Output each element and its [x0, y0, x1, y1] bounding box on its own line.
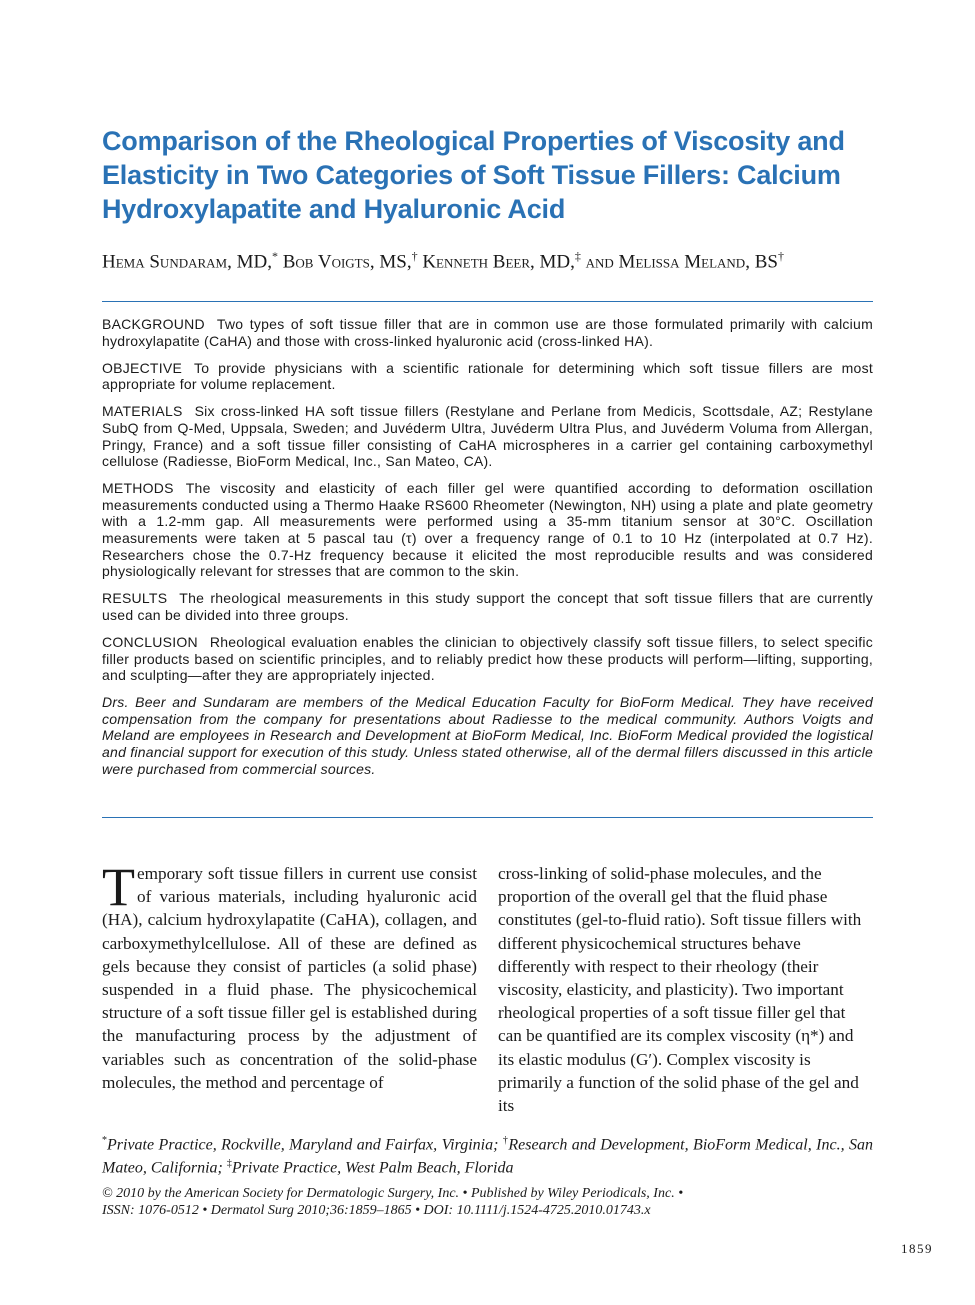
body-text	[102, 857, 873, 1117]
abstract-heading: RESULTS	[102, 590, 168, 607]
abstract-top-rule	[102, 301, 873, 302]
abstract-heading: OBJECTIVE	[102, 359, 183, 376]
abstract-text: Six cross-linked HA soft tissue fillers (Restylane and Perlane from Medicis, Scottsdale, AZ; Restylane SubQ from Q-Med, Uppsala, Sweden; and Juvéderm Ultra, Juvéderm Ultra Plus, and Juvéderm Voluma from Allergan, Pringy, France) and a soft tissue filler consisting of CaHA microspheres in a carrier gel containing carboxymethyl cellulose (Radiesse, BioForm Medical, Inc., San Mateo, CA).	[102, 403, 873, 470]
abstract-section	[102, 316, 873, 349]
author-affiliations	[102, 1131, 873, 1178]
body-paragraph	[102, 857, 477, 1094]
abstract-heading: MATERIALS	[102, 403, 183, 420]
author-mark: †	[777, 249, 784, 263]
abstract-text: Two types of soft tissue filler that are in common use are those formulated primarily with calcium hydroxylapatite (CaHA) and those with cross-linked hyaluronic acid (cross-linked HA).	[102, 316, 873, 349]
author-mark: *	[271, 249, 278, 263]
author-name: Kenneth Beer, MD,	[422, 251, 575, 273]
abstract-section	[102, 360, 873, 393]
author-name: and Melissa Meland, BS	[585, 251, 778, 273]
affiliation-mark: *	[102, 1135, 107, 1146]
citation-line: ISSN: 1076-0512 • Dermatol Surg 2010;36:1859–1865 • DOI: 10.1111/j.1524-4725.2010.01743.x	[102, 1202, 651, 1218]
copyright-notice	[102, 1186, 873, 1219]
body-column-left	[102, 857, 477, 1117]
abstract-section	[102, 634, 873, 684]
abstract-heading: BACKGROUND	[102, 316, 205, 332]
affiliation-mark: ‡	[226, 1158, 232, 1170]
title-line: Elasticity in Two Categories of Soft Tissue Fillers: Calcium	[102, 160, 841, 190]
title-line: Comparison of the Rheological Properties of Viscosity and	[102, 126, 845, 156]
body-column-right	[498, 862, 873, 1117]
drop-cap: T	[102, 857, 135, 917]
title-line: Hydroxylapatite and Hyaluronic Acid	[102, 194, 566, 224]
funding-disclosure: Drs. Beer and Sundaram are members of the Medical Education Faculty for BioForm Medical. They have received compensation from the company for presentations about Radiesse to the medical community. Authors Voigts and Meland are employees in Research and Development at BioForm Medical, Inc. BioForm Medical provided the logistical and financial support for execution of this study. Unless stated otherwise, all of the dermal fillers discussed in this article were purchased from commercial sources.	[102, 694, 873, 777]
article-title	[102, 124, 872, 226]
abstract-section	[102, 403, 873, 469]
abstract-text: The viscosity and elasticity of each filler gel were quantified according to deformation oscillation measurements conducted using a Thermo Haake RS600 Rheometer (Newington, NH) using a plate and plate geometry with a 1.2-mm gap. All measurements were performed using a 35-mm titanium sensor at 30°C. Oscillation measurements were taken at 5 pascal tau (τ) over a frequency range of 0.1 to 10 Hz (interpolated at 0.7 Hz). Researchers chose the 0.7-Hz frequency because it elicited the most reproducible results and was considered physiologically relevant for stresses that are common to the skin.	[102, 480, 873, 580]
abstract-section	[102, 590, 873, 623]
affiliation-mark: †	[502, 1135, 509, 1146]
body-paragraph-text: emporary soft tissue fillers in current use consist of various materials, including hyaluronic acid (HA), calcium hydroxylapatite (CaHA), collagen, and carboxymethylcellulose. All of these are defined as gels because they consist of particles (a solid phase) suspended in a fluid phase. The physicochemical structure of a soft tissue filler gel is established during the manufacturing process by the adjustment of variables such as concentration of the solid-phase molecules, the method and percentage of	[102, 864, 477, 1092]
author-mark: ‡	[574, 249, 581, 263]
page-number: 1859	[901, 1241, 933, 1256]
author-mark: †	[411, 249, 418, 263]
copyright-line: © 2010 by the American Society for Dermatologic Surgery, Inc. • Published by Wiley Periodicals, Inc. •	[102, 1186, 684, 1201]
body-paragraph: cross-linking of solid-phase molecules, and the proportion of the overall gel that the fluid phase constitutes (gel-to-fluid ratio). Soft tissue fillers with different physicochemical structures behave differently with respect to their rheology (their viscosity, elasticity, and plasticity). Two important rheological properties of a soft tissue filler gel that can be quantified are its complex viscosity (η*) and its elastic modulus (G′). Complex viscosity is primarily a function of the solid phase of the gel and its	[498, 864, 862, 1116]
abstract-section	[102, 480, 873, 580]
abstract-text: Rheological evaluation enables the clinician to objectively classify soft tissue fillers, to select specific filler products based on scientific principles, and to reliably predict how these products will perform—lifting, supporting, and sculpting—after they are appropriately injected.	[102, 634, 873, 684]
abstract	[102, 316, 873, 777]
affiliation-text: Research and Development, BioForm Medical, Inc., San Mateo, California;	[102, 1136, 874, 1177]
abstract-heading: CONCLUSION	[102, 634, 198, 650]
author-name: Hema Sundaram, MD,	[102, 251, 272, 273]
affiliation-text: Private Practice, Rockville, Maryland and Fairfax, Virginia;	[107, 1136, 499, 1154]
author-list	[102, 244, 882, 274]
affiliation-text: Private Practice, West Palm Beach, Florida	[231, 1159, 514, 1177]
abstract-bottom-rule	[102, 817, 873, 818]
abstract-heading: METHODS	[102, 480, 174, 497]
author-name: Bob Voigts, MS,	[282, 251, 412, 273]
abstract-text: The rheological measurements in this study support the concept that soft tissue fillers that are currently used can be divided into three groups.	[102, 590, 873, 623]
abstract-text: To provide physicians with a scientific rationale for determining which soft tissue fillers are most appropriate for volume replacement.	[102, 359, 873, 393]
